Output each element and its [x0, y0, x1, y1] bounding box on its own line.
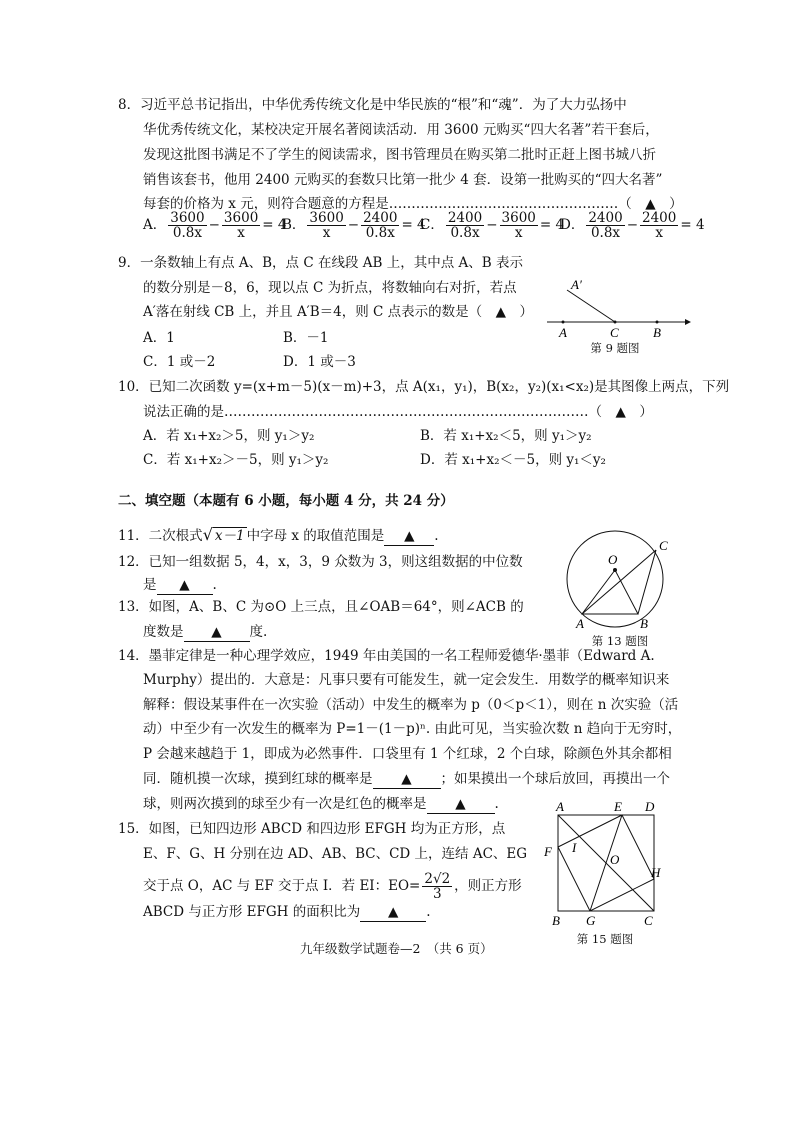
point-b	[656, 321, 659, 324]
numerator: 3600	[309, 210, 344, 226]
q10-option-d: D．若 x₁+x₂＜－5，则 y₁＜y₂	[420, 452, 606, 468]
folded-ray	[567, 290, 615, 322]
q8-options	[143, 211, 703, 251]
minus-sign: −	[486, 217, 498, 233]
numerator: 3600	[501, 210, 536, 226]
q14-line-6	[143, 770, 670, 789]
numerator: 2400	[447, 210, 483, 226]
triangle-oab	[582, 570, 638, 614]
fraction-2	[500, 211, 538, 240]
fraction-1	[307, 211, 345, 240]
q11-pre: 11．二次根式	[118, 528, 203, 544]
label-c: C	[644, 913, 653, 928]
q8-line-5: 每套的价格为 x 元，则符合题意的方程是……………………………………………（ ▲ ）	[143, 196, 683, 212]
equals-rhs: = 4	[401, 217, 426, 233]
q15-line-4	[143, 903, 431, 922]
denominator: x	[514, 225, 523, 241]
numerator: 2400	[363, 210, 398, 226]
q8-line-4: 销售该套书，他用 2400 元购买的套数只比第一批少 4 套．设第一批购买的“四大名著”	[143, 172, 663, 188]
q8-line-1: 8．习近平总书记指出，中华优秀传统文化是中华民族的“根”和“魂”．为了大力弘扬中	[118, 97, 627, 113]
equals-rhs: = 4	[262, 217, 287, 233]
q10-line-1: 10．已知二次函数 y=(x+m－5)(x－m)+3，点 A(x₁，y₁)，B(x₂，y₂)(x₁<x₂)是其图像上两点，下列	[118, 379, 730, 395]
q14-line-1: 14．墨菲定律是一种心理学效应，1949 年由美国的一名工程师爱德华·墨菲（Edward A.	[118, 648, 655, 664]
label-g: G	[586, 913, 596, 928]
numerator: 3600	[170, 210, 205, 226]
q10-line-2: 说法正确的是………………………………………………………………………（ ▲ ）	[143, 404, 653, 420]
option-label: A．	[143, 217, 167, 233]
q15-caption: 第 15 题图	[576, 932, 634, 946]
q10-option-c: C．若 x₁+x₂＞－5，则 y₁＞y₂	[143, 452, 329, 468]
fraction-2	[640, 211, 678, 240]
denominator: x	[322, 225, 331, 241]
q11	[118, 526, 439, 546]
q9-option-c: C．1 或－2	[143, 354, 216, 370]
q15-line-1: 15．如图，已知四边形 ABCD 和四边形 EFGH 均为正方形，点	[118, 821, 506, 837]
q14-answer-blank-1[interactable]: ▲	[373, 770, 441, 789]
q8-option-d	[560, 211, 705, 240]
q15-end: .	[426, 904, 431, 920]
label-a: A	[556, 800, 564, 814]
option-label: B．	[282, 217, 306, 233]
q12-line-2	[143, 576, 217, 595]
numerator: 3600	[223, 210, 259, 226]
option-label: D．	[560, 217, 585, 233]
q9-line-1: 9．一条数轴上有点 A、B，点 C 在线段 AB 上，其中点 A、B 表示	[118, 255, 523, 271]
q10-option-a: A．若 x₁+x₂＞5，则 y₁＞y₂	[143, 428, 315, 444]
arrow-head	[685, 319, 691, 325]
q9-option-a: A．1	[143, 330, 175, 346]
q9-figure	[545, 275, 695, 345]
denominator: x	[655, 225, 663, 241]
denominator: 0.8x	[365, 225, 395, 241]
fraction-1	[168, 211, 206, 240]
label-a-prime: A′	[571, 277, 582, 292]
q9-caption: 第 9 题图	[590, 341, 640, 355]
point-a	[562, 321, 565, 324]
q14-answer-blank-2[interactable]: ▲	[427, 795, 495, 814]
label-o: O	[608, 552, 618, 567]
q9-option-b: B．－1	[283, 330, 329, 346]
q12-answer-blank[interactable]: ▲	[157, 576, 213, 595]
q15-fraction	[422, 872, 452, 901]
numerator: 2400	[588, 210, 623, 226]
label-a: A	[559, 325, 567, 340]
denominator: x	[237, 225, 245, 241]
q14-line-2: Murphy）提出的．大意是：凡事只要有可能发生，就一定会发生．用数学的概率知识来	[143, 672, 670, 688]
sqrt-symbol: √	[202, 525, 213, 544]
option-label: C．	[420, 217, 444, 233]
label-e: E	[614, 800, 622, 814]
q11-post: 中字母 x 的取值范围是	[246, 528, 385, 544]
q14-line-7-post: .	[494, 796, 499, 812]
denominator: 0.8x	[172, 225, 202, 241]
q14-line-6-post: ；如果摸出一个球后放回，再摸出一个	[440, 771, 670, 787]
label-b: B	[552, 913, 560, 928]
q14-line-6-pre: 同．随机摸一次球，摸到红球的概率是	[143, 771, 373, 787]
q14-line-7	[143, 795, 499, 814]
q13-pre: 度数是	[143, 624, 184, 640]
chord-ac	[582, 550, 656, 614]
q14-line-5: P 会越来越趋于 1，即成为必然事件．口袋里有 1 个红球，2 个白球，除颜色外其余都相	[143, 746, 672, 762]
label-b: B	[653, 325, 661, 340]
q8-option-b	[282, 211, 426, 240]
q15-fraction-numerator: 2√2	[424, 871, 451, 887]
q12-line-1: 12．已知一组数据 5，4，x，3，9 众数为 3，则这组数据的中位数	[118, 554, 523, 570]
center-o	[613, 568, 617, 572]
minus-sign: −	[347, 217, 360, 233]
q11-end: .	[434, 528, 439, 544]
q13-line-1: 13．如图，A、B、C 为⊙O 上三点，且∠OAB＝64°，则∠ACB 的	[118, 599, 524, 615]
label-a: A	[576, 616, 584, 631]
q15-line-3	[143, 872, 522, 901]
denominator: 0.8x	[590, 225, 621, 241]
label-h: H	[651, 865, 661, 880]
numerator: 2400	[642, 210, 677, 226]
q14-line-7-pre: 球，则两次摸到的球至少有一次是红色的概率是	[143, 796, 427, 812]
q15-line-3-pre: 交于点 O，AC 与 EF 交于点 I．若 EI：EO=	[143, 878, 421, 894]
fraction-1	[446, 211, 484, 240]
q13-answer-blank[interactable]: ▲	[184, 623, 250, 642]
section-2-title: 二、填空题（本题有 6 小题，每小题 4 分，共 24 分）	[118, 493, 454, 509]
fraction-2	[222, 211, 260, 240]
q8-line-3: 发现这批图书满足不了学生的阅读需求，图书管理员在购买第二批时正赶上图书城八折	[143, 147, 656, 163]
q15-fraction-denominator: 3	[432, 886, 442, 902]
q13-caption: 第 13 题图	[591, 634, 649, 648]
q15-line-2: E、F、G、H 分别在边 AD、AB、BC、CD 上，连结 AC、EG	[143, 846, 528, 862]
q9-line-2: 的数分别是－8，6，现以点 C 为折点，将数轴向右对折，若点	[143, 280, 517, 296]
label-c: C	[659, 538, 668, 553]
minus-sign: −	[626, 217, 638, 233]
label-d: D	[645, 800, 655, 814]
q13-figure	[560, 526, 680, 634]
q15-line-4-pre: ABCD 与正方形 EFGH 的面积比为	[143, 904, 361, 920]
q8-option-a	[143, 211, 286, 240]
minus-sign: −	[208, 217, 220, 233]
label-f: F	[544, 844, 552, 859]
q10-option-b: B．若 x₁+x₂＜5，则 y₁＞y₂	[420, 428, 592, 444]
q11-radicand: x－1	[214, 528, 245, 544]
denominator: 0.8x	[450, 225, 480, 241]
q15-line-3-post: ，则正方形	[454, 878, 522, 894]
fraction-2	[361, 211, 399, 240]
q13-line-2	[143, 623, 267, 642]
fraction-1	[586, 211, 624, 240]
q12-end: .	[212, 577, 217, 593]
chord-bc	[638, 550, 656, 614]
page-footer: 九年级数学试题卷—2 （共 6 页）	[300, 941, 493, 956]
q11-answer-blank[interactable]: ▲	[384, 527, 434, 546]
equals-rhs: = 4	[680, 217, 705, 233]
q14-line-3: 解释：假设某事件在一次实验（活动）中发生的概率为 p（0＜p＜1），则在 n 次实验（活	[143, 697, 679, 713]
q9-line-3: A′落在射线 CB 上，并且 A′B＝4，则 C 点表示的数是（ ▲ ）	[143, 304, 534, 320]
q9-option-d: D．1 或－3	[283, 354, 356, 370]
circle-o	[567, 531, 663, 627]
equals-rhs: = 4	[539, 217, 565, 233]
label-c: C	[610, 325, 619, 340]
q8-option-c	[420, 211, 564, 240]
q12-pre: 是	[143, 577, 157, 593]
q13-end: 度.	[249, 624, 268, 640]
q15-answer-blank[interactable]: ▲	[360, 903, 426, 922]
label-o: O	[610, 852, 620, 867]
q8-line-2: 华优秀传统文化，某校决定开展名著阅读活动．用 3600 元购买“四大名著”若干套后，	[143, 122, 659, 138]
q15-figure	[540, 800, 670, 930]
q14-line-4: 动）中至少有一次发生的概率为 P=1－(1－p)ⁿ. 由此可见，当实验次数 n 趋向于无穷时，	[143, 721, 682, 737]
label-i: I	[572, 840, 577, 855]
point-c	[614, 321, 617, 324]
label-b: B	[640, 616, 648, 631]
